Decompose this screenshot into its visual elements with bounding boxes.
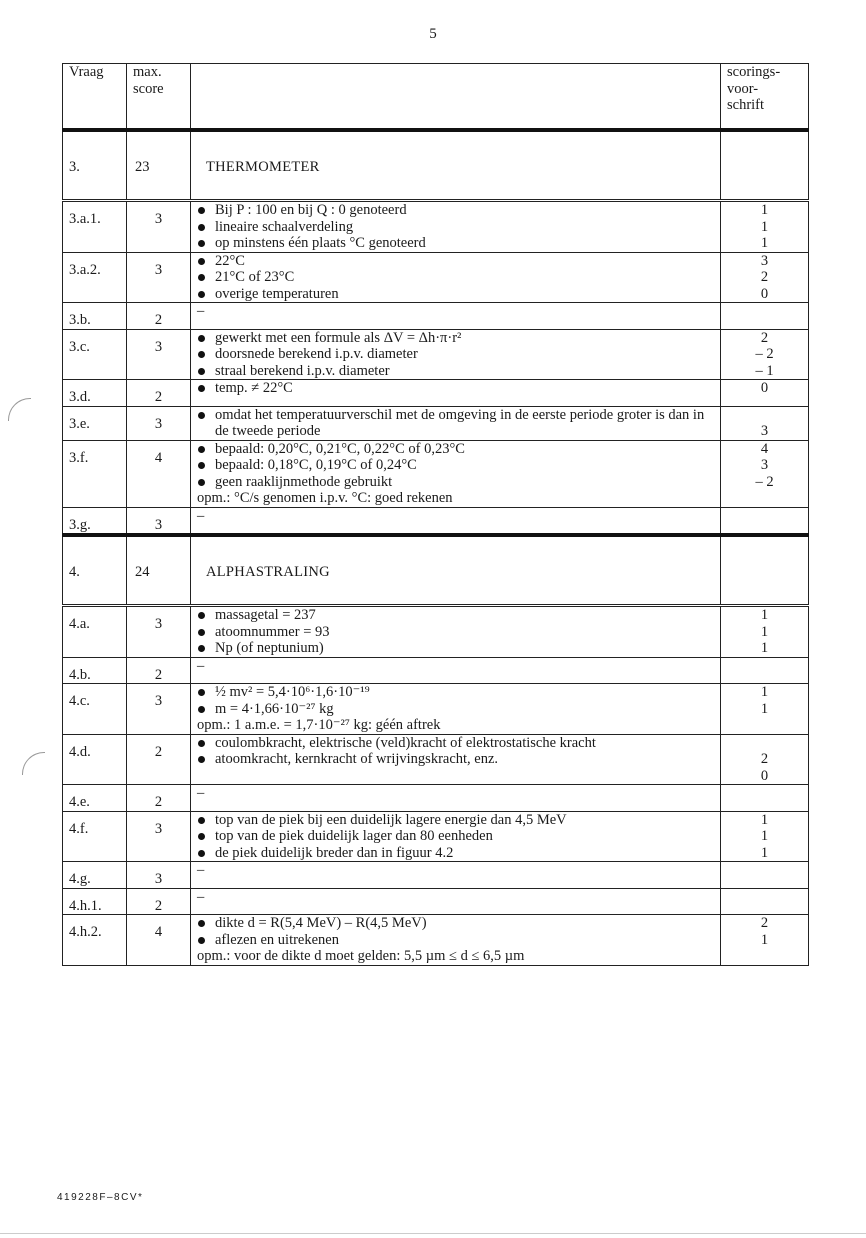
question-row	[63, 734, 809, 785]
header-question-text: Vraag	[69, 64, 104, 80]
points-value: 1	[760, 684, 769, 700]
criterion-item: aflezen en uitrekenen	[197, 932, 714, 949]
question-number	[63, 862, 127, 889]
question-row	[63, 201, 809, 253]
question-row	[63, 684, 809, 735]
max-score	[127, 252, 191, 303]
criteria-cell	[191, 915, 721, 966]
max-score-text: 2	[154, 666, 163, 683]
header-criteria	[191, 64, 721, 131]
question-number	[63, 303, 127, 330]
points-value: 0	[760, 380, 769, 396]
question-number-text: 4.b.	[69, 666, 91, 683]
question-number	[63, 507, 127, 535]
max-score-text: 3	[154, 616, 163, 632]
scoring-cell	[721, 785, 809, 812]
criterion-item: op minstens één plaats °C genoteerd	[197, 235, 714, 252]
max-score-text: 3	[154, 693, 163, 709]
no-criteria-dash: –	[197, 862, 205, 878]
max-score-text: 2	[154, 743, 163, 760]
points-value: 1	[760, 700, 769, 717]
max-score	[127, 888, 191, 915]
criteria-cell	[191, 406, 721, 440]
no-criteria-dash: –	[197, 785, 205, 801]
criteria-cell	[191, 440, 721, 507]
section-title	[191, 130, 721, 201]
criterion-item: geen raaklijnmethode gebruikt	[197, 474, 714, 491]
section-row	[63, 130, 809, 201]
question-number-text: 4.c.	[69, 693, 90, 709]
question-number	[63, 201, 127, 253]
points-value: 1	[760, 235, 769, 251]
scoring-cell	[721, 130, 809, 201]
question-number	[63, 380, 127, 407]
criterion-item: massagetal = 237	[197, 607, 714, 624]
criteria-cell	[191, 507, 721, 535]
points-value: 1	[760, 202, 769, 218]
question-row	[63, 406, 809, 440]
question-number	[63, 440, 127, 507]
points-value: 3	[760, 457, 769, 473]
scoring-cell	[721, 657, 809, 684]
criteria-cell	[191, 862, 721, 889]
question-number	[63, 888, 127, 915]
remark-text: opm.: voor de dikte d moet gelden: 5,5 µm ≤ d ≤ 6,5 µm	[197, 948, 525, 964]
max-score	[127, 329, 191, 380]
points-value: 3	[760, 423, 769, 439]
points-spacer	[727, 735, 802, 752]
criteria-cell	[191, 785, 721, 812]
margin-mark	[8, 398, 31, 421]
criterion-item: ½ mv² = 5,4·10⁶·1,6·10⁻¹⁹	[197, 684, 714, 701]
points-value: 1	[760, 218, 769, 235]
criterion-item: atoomnummer = 93	[197, 624, 714, 641]
section-title-text: ALPHASTRALING	[206, 564, 330, 580]
points-value: 1	[760, 828, 769, 844]
max-score-text: 4	[154, 449, 163, 466]
max-score-text: 2	[154, 312, 163, 328]
points-value: 2	[760, 915, 769, 931]
scoring-cell	[721, 380, 809, 407]
criteria-cell	[191, 606, 721, 658]
header-scoring-text: scorings- voor- schrift	[727, 64, 781, 113]
table-header-row	[63, 64, 809, 131]
criteria-cell	[191, 888, 721, 915]
question-number-text: 4.h.2.	[69, 924, 102, 940]
scoring-cell	[721, 535, 809, 606]
question-row	[63, 785, 809, 812]
points-value: 1	[760, 640, 769, 656]
scoring-cell	[721, 406, 809, 440]
scoring-cell	[721, 507, 809, 535]
question-number	[63, 252, 127, 303]
max-score	[127, 657, 191, 684]
points-value: 1	[760, 844, 769, 861]
question-number-text: 4.d.	[69, 743, 91, 760]
question-number	[63, 657, 127, 684]
max-score	[127, 734, 191, 785]
criteria-cell	[191, 811, 721, 862]
criterion-item: omdat het temperatuurverschil met de omgeving in de eerste periode groter is dan in de tweede periode	[197, 407, 714, 440]
scoring-cell	[721, 862, 809, 889]
no-criteria-dash: –	[197, 507, 205, 524]
question-number	[63, 606, 127, 658]
points-value: – 2	[755, 346, 774, 362]
max-score-text: 3	[154, 871, 163, 887]
points-value: 0	[760, 767, 769, 784]
scoring-table	[62, 63, 809, 966]
question-number-text: 4.f.	[69, 820, 89, 837]
criterion-item: coulombkracht, elektrische (veld)kracht of elektrostatische kracht	[197, 735, 714, 752]
max-score	[127, 915, 191, 966]
question-row	[63, 862, 809, 889]
criterion-item: straal berekend i.p.v. diameter	[197, 363, 714, 380]
criteria-cell	[191, 201, 721, 253]
scoring-cell	[721, 888, 809, 915]
max-score-text: 3	[154, 211, 163, 227]
max-score	[127, 606, 191, 658]
max-score-text: 24	[135, 564, 150, 580]
scoring-cell	[721, 734, 809, 785]
margin-mark	[22, 752, 45, 775]
question-number-text: 4.h.1.	[69, 897, 102, 914]
question-number	[63, 329, 127, 380]
question-row	[63, 252, 809, 303]
max-score	[127, 811, 191, 862]
criterion-item: gewerkt met een formule als ΔV = Δh·π·r²	[197, 330, 714, 347]
no-criteria-dash: –	[197, 657, 205, 674]
question-number	[63, 734, 127, 785]
question-row	[63, 657, 809, 684]
question-number-text: 4.g.	[69, 871, 91, 887]
max-score	[127, 507, 191, 535]
question-number-text: 3.	[69, 159, 80, 175]
question-row	[63, 329, 809, 380]
criteria-cell	[191, 303, 721, 330]
question-row	[63, 380, 809, 407]
remark-text: opm.: 1 a.m.e. = 1,7·10⁻²⁷ kg: géén aftrek	[197, 717, 441, 733]
scoring-cell	[721, 201, 809, 253]
points-value: 1	[760, 811, 769, 828]
max-score-text: 3	[154, 516, 163, 533]
section-title-text: THERMOMETER	[206, 159, 320, 175]
max-score-text: 2	[154, 794, 163, 810]
points-value: 2	[760, 751, 769, 767]
question-number	[63, 785, 127, 812]
remark-text: opm.: °C/s genomen i.p.v. °C: goed rekenen	[197, 490, 453, 506]
question-number-text: 3.c.	[69, 338, 90, 355]
criterion-item: bepaald: 0,20°C, 0,21°C, 0,22°C of 0,23°C	[197, 441, 714, 458]
scoring-cell	[721, 684, 809, 735]
criterion-item: top van de piek bij een duidelijk lagere energie dan 4,5 MeV	[197, 812, 714, 829]
question-number-text: 3.e.	[69, 415, 90, 432]
question-number-text: 4.e.	[69, 794, 90, 810]
max-score-text: 3	[154, 820, 163, 837]
no-criteria-dash: –	[197, 888, 205, 905]
question-number	[63, 406, 127, 440]
criterion-item: temp. ≠ 22°C	[197, 380, 714, 397]
criteria-cell	[191, 657, 721, 684]
question-number-text: 3.a.2.	[69, 261, 101, 278]
section-row	[63, 535, 809, 606]
scoring-cell	[721, 329, 809, 380]
header-max-score-text: max. score	[133, 64, 164, 97]
question-number-text: 3.b.	[69, 312, 91, 328]
question-row	[63, 507, 809, 535]
points-value: 4	[760, 440, 769, 457]
question-number	[63, 684, 127, 735]
question-row	[63, 606, 809, 658]
scoring-cell	[721, 440, 809, 507]
criteria-cell	[191, 252, 721, 303]
points-spacer	[727, 407, 802, 424]
max-score-text: 3	[154, 338, 163, 355]
question-number-text: 4.	[69, 564, 80, 580]
question-number	[63, 811, 127, 862]
max-score-text: 3	[154, 261, 163, 278]
page-number: 5	[429, 26, 437, 42]
points-value: 2	[760, 329, 769, 346]
max-score	[127, 201, 191, 253]
max-score-text: 3	[154, 415, 163, 432]
max-score	[127, 535, 191, 606]
scoring-cell	[721, 811, 809, 862]
criterion-item: Np (of neptunium)	[197, 640, 714, 657]
question-row	[63, 440, 809, 507]
header-max-score	[127, 64, 191, 131]
points-value: – 1	[755, 362, 774, 379]
header-scoring	[721, 64, 809, 131]
footer-code: 419228F–8CV*	[57, 1192, 144, 1203]
criterion-item: lineaire schaalverdeling	[197, 219, 714, 236]
max-score	[127, 130, 191, 201]
criteria-cell	[191, 380, 721, 407]
points-value: – 2	[755, 473, 774, 490]
criterion-item: 21°C of 23°C	[197, 269, 714, 286]
points-value: 3	[760, 252, 769, 269]
section-title	[191, 535, 721, 606]
criterion-item: top van de piek duidelijk lager dan 80 eenheden	[197, 828, 714, 845]
points-value: 1	[760, 931, 769, 948]
max-score	[127, 862, 191, 889]
max-score	[127, 440, 191, 507]
max-score	[127, 406, 191, 440]
max-score	[127, 785, 191, 812]
question-row	[63, 303, 809, 330]
criteria-cell	[191, 734, 721, 785]
question-number-text: 3.g.	[69, 516, 91, 533]
max-score-text: 2	[154, 389, 163, 405]
points-value: 0	[760, 285, 769, 302]
question-number-text: 3.a.1.	[69, 211, 101, 227]
question-number	[63, 130, 127, 201]
criterion-item: Bij P : 100 en bij Q : 0 genoteerd	[197, 202, 714, 219]
max-score-text: 2	[154, 897, 163, 914]
max-score	[127, 684, 191, 735]
criteria-cell	[191, 684, 721, 735]
scoring-cell	[721, 915, 809, 966]
criterion-item: atoomkracht, kernkracht of wrijvingskracht, enz.	[197, 751, 714, 768]
criterion-item: bepaald: 0,18°C, 0,19°C of 0,24°C	[197, 457, 714, 474]
criterion-item: dikte d = R(5,4 MeV) – R(4,5 MeV)	[197, 915, 714, 932]
max-score-text: 23	[135, 159, 150, 175]
criterion-item: m = 4·1,66·10⁻²⁷ kg	[197, 701, 714, 718]
points-value: 2	[760, 269, 769, 285]
max-score	[127, 303, 191, 330]
question-number	[63, 535, 127, 606]
question-row	[63, 915, 809, 966]
criteria-cell	[191, 329, 721, 380]
header-question	[63, 64, 127, 131]
scoring-cell	[721, 252, 809, 303]
question-number-text: 3.f.	[69, 449, 89, 466]
criterion-item: 22°C	[197, 253, 714, 270]
points-value: 1	[760, 607, 769, 623]
question-number-text: 4.a.	[69, 616, 90, 632]
scoring-cell	[721, 606, 809, 658]
question-row	[63, 811, 809, 862]
no-criteria-dash: –	[197, 303, 205, 319]
question-number-text: 3.d.	[69, 389, 91, 405]
max-score	[127, 380, 191, 407]
bottom-rule	[0, 1233, 866, 1234]
criterion-item: doorsnede berekend i.p.v. diameter	[197, 346, 714, 363]
question-number	[63, 915, 127, 966]
criterion-item: de piek duidelijk breder dan in figuur 4.2	[197, 845, 714, 862]
points-value: 1	[760, 623, 769, 640]
question-row	[63, 888, 809, 915]
criterion-item: overige temperaturen	[197, 286, 714, 303]
scoring-cell	[721, 303, 809, 330]
max-score-text: 4	[154, 924, 163, 940]
